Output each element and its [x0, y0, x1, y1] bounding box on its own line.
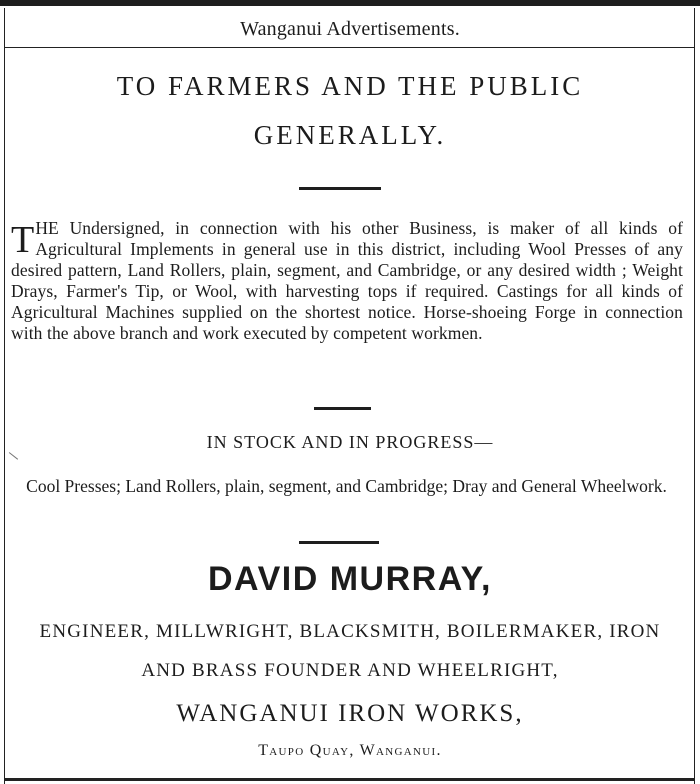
stock-heading: IN STOCK AND IN PROGRESS— — [206, 432, 494, 452]
occupation-line-2: AND BRASS FOUNDER AND WHEELRIGHT, — [141, 660, 559, 681]
divider-3 — [299, 541, 379, 544]
bottom-rule — [4, 778, 695, 781]
divider-2 — [314, 407, 371, 410]
stock-text: Cool Presses; Land Rollers, plain, segment, and Cambridge; Dray and General Wheelwork. — [26, 476, 667, 496]
top-rule-gap — [0, 6, 700, 8]
advertisement-body — [11, 218, 683, 344]
address: Taupo Quay, Wanganui. — [258, 742, 442, 759]
stray-ink-mark — [9, 452, 19, 460]
divider-1 — [299, 187, 381, 190]
header-rule — [4, 47, 695, 48]
drop-cap: T — [11, 219, 35, 261]
body-paragraph: HE Undersigned, in connection with his other Business, is maker of all kinds of Agricultural Implements in general use in this district, including Wool Presses of any desired pattern, Land Rollers, plain, segment, and Cambridge, or any desired width ; Weight Drays, Farmer's Tip, or Wool, with harvesting tops if required. Castings for all kinds of Agricultural Machines supplied on the shortest notice. Horse-shoeing Forge in connection with the above branch and work executed by competent workmen. — [11, 218, 683, 343]
occupation-line-1: ENGINEER, MILLWRIGHT, BLACKSMITH, BOILERMAKER, IRON — [39, 621, 661, 642]
advertiser-name: DAVID MURRAY, — [208, 560, 492, 598]
works-name: WANGANUI IRON WORKS, — [176, 700, 524, 727]
section-header: Wanganui Advertisements. — [240, 18, 460, 40]
headline-line-1: TO FARMERS AND THE PUBLIC — [116, 71, 584, 101]
headline-line-2: GENERALLY. — [253, 120, 447, 150]
